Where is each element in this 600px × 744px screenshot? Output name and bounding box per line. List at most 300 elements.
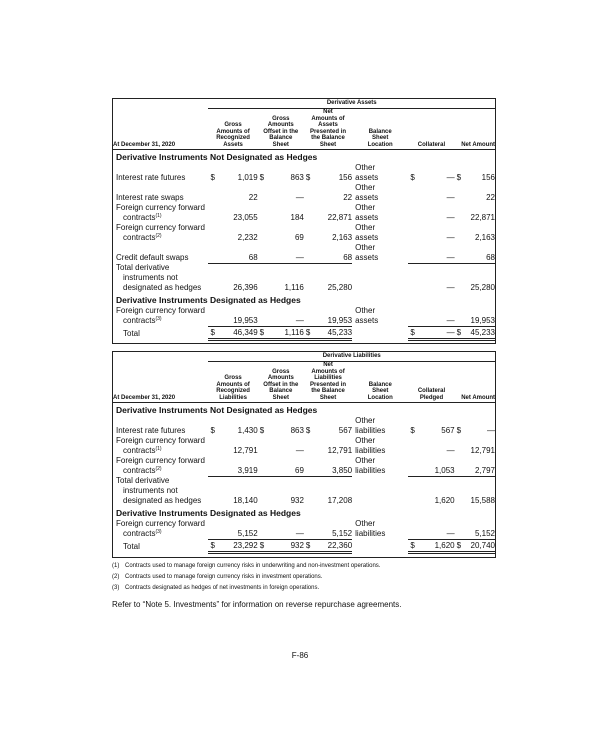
header-line: Gross bbox=[224, 122, 242, 128]
currency-symbol bbox=[258, 519, 266, 539]
net-amount-header bbox=[455, 362, 495, 403]
currency-symbol bbox=[455, 476, 463, 506]
value-cell: 45,233 bbox=[463, 326, 495, 339]
header-line: Recognized bbox=[216, 135, 250, 141]
total-label: Total bbox=[123, 542, 140, 551]
currency-symbol bbox=[455, 223, 463, 243]
currency-symbol bbox=[258, 203, 266, 223]
value-cell: — bbox=[295, 193, 304, 202]
currency-symbol: $ bbox=[259, 426, 265, 435]
header-line: Balance bbox=[269, 388, 293, 394]
table-row bbox=[113, 183, 495, 203]
section-title: Derivative Instruments Designated as Hedges bbox=[116, 508, 301, 518]
header-line: Sheet bbox=[319, 141, 337, 148]
header-line: Liabilities bbox=[314, 375, 342, 381]
currency-symbol: $ bbox=[410, 426, 415, 435]
row-label-line: Foreign currency forward bbox=[116, 306, 205, 315]
location-line: Other bbox=[355, 519, 376, 528]
header-line: Offset in the bbox=[263, 128, 299, 135]
reference-note: Refer to “Note 5. Investments” for information on reverse repurchase agreements. bbox=[112, 600, 402, 609]
currency-symbol: $ bbox=[408, 326, 416, 339]
row-label-line: contracts$^{(3)}$ bbox=[123, 529, 162, 538]
currency-symbol bbox=[455, 183, 463, 203]
row-label-line: Total derivative bbox=[116, 476, 170, 485]
currency-symbol bbox=[208, 183, 216, 203]
value-cell: 932 bbox=[290, 496, 304, 505]
value-cell: 1,430 bbox=[237, 426, 258, 435]
location-cell bbox=[352, 456, 408, 476]
offset-header bbox=[258, 109, 304, 150]
value-cell: — bbox=[295, 446, 304, 455]
collateral-header bbox=[408, 362, 454, 403]
value-cell: 567 bbox=[338, 426, 353, 435]
currency-symbol: $ bbox=[408, 539, 416, 552]
currency-symbol bbox=[455, 519, 463, 539]
value-cell: — bbox=[446, 173, 455, 182]
currency-symbol bbox=[408, 263, 416, 293]
value-cell: 68 bbox=[463, 243, 495, 263]
header-line: Gross bbox=[272, 115, 290, 122]
offset-header bbox=[258, 362, 304, 403]
value-cell: 25,280 bbox=[327, 283, 353, 292]
location-header bbox=[352, 362, 408, 403]
section-title: Derivative Instruments Not Designated as Hedges bbox=[116, 152, 318, 162]
currency-symbol: $ bbox=[208, 326, 216, 339]
footnote-ref: (3) bbox=[155, 529, 162, 535]
value-cell: 46,349 bbox=[216, 326, 257, 339]
table-row bbox=[113, 263, 495, 293]
value-cell: 5,152 bbox=[312, 519, 352, 539]
currency-symbol bbox=[208, 203, 216, 223]
header-line: the Balance bbox=[311, 135, 345, 141]
total-row bbox=[113, 539, 495, 552]
row-label bbox=[113, 456, 208, 476]
value-cell: 68 bbox=[312, 243, 352, 263]
value-cell: 22,871 bbox=[327, 213, 353, 222]
location-line: liabilities bbox=[355, 466, 386, 475]
row-label bbox=[113, 223, 208, 243]
row-label bbox=[113, 243, 208, 263]
gross-header bbox=[208, 109, 257, 150]
value-cell: 19,953 bbox=[312, 306, 352, 326]
location-cell bbox=[352, 306, 408, 326]
row-label bbox=[113, 519, 208, 539]
value-cell: — bbox=[446, 283, 455, 292]
value-cell: 22 bbox=[486, 193, 495, 202]
footnote-ref: (1) bbox=[155, 446, 162, 452]
footnote-2 bbox=[112, 574, 322, 581]
currency-symbol bbox=[408, 223, 416, 243]
row-label-line: contracts$^{(2)}$ bbox=[123, 233, 162, 242]
total-row bbox=[113, 326, 495, 339]
currency-symbol bbox=[304, 223, 312, 243]
value-cell: 22,871 bbox=[470, 213, 495, 222]
currency-symbol bbox=[408, 243, 416, 263]
header-line: Location bbox=[367, 394, 393, 401]
footnote-text: Contracts used to manage foreign currency risks in investment operations. bbox=[125, 574, 323, 580]
header-line: Pledged bbox=[419, 394, 444, 401]
currency-symbol: $ bbox=[455, 539, 463, 552]
footnote-ref: (2) bbox=[155, 466, 162, 472]
value-cell: — bbox=[266, 306, 304, 326]
value-cell: 12,791 bbox=[327, 446, 353, 455]
location-header bbox=[352, 109, 408, 150]
currency-symbol: $ bbox=[456, 426, 462, 435]
value-cell: 45,233 bbox=[312, 326, 352, 339]
row-label-line: contracts$^{(2)}$ bbox=[123, 466, 162, 475]
footnote-ref: (1) bbox=[155, 213, 162, 219]
currency-symbol bbox=[258, 456, 266, 476]
currency-symbol bbox=[304, 456, 312, 476]
net-amount-header bbox=[455, 109, 495, 150]
row-label bbox=[113, 436, 208, 456]
header-line: Balance bbox=[269, 135, 293, 141]
location-cell bbox=[352, 203, 408, 223]
value-cell: 863 bbox=[290, 426, 304, 435]
header-line: Offset in the bbox=[263, 381, 299, 388]
currency-symbol bbox=[208, 223, 216, 243]
currency-symbol: $ bbox=[304, 326, 312, 339]
header-line: Gross bbox=[224, 375, 242, 381]
derivative-assets-table bbox=[112, 98, 496, 344]
location-cell bbox=[352, 243, 408, 263]
location-line: liabilities bbox=[355, 529, 386, 538]
row-label-line: Total derivative bbox=[116, 263, 170, 272]
location-cell bbox=[352, 223, 408, 243]
row-label-line: contracts$^{(3)}$ bbox=[123, 316, 162, 325]
header-line: Collateral bbox=[417, 141, 446, 148]
currency-symbol bbox=[304, 519, 312, 539]
value-cell: 5,152 bbox=[463, 519, 495, 539]
currency-symbol: $ bbox=[210, 173, 215, 182]
value-cell: — bbox=[446, 193, 455, 202]
table-row bbox=[113, 163, 495, 183]
header-line: Location bbox=[367, 141, 393, 148]
footnote-ref: (3) bbox=[155, 316, 162, 322]
footnote-number: (3) bbox=[112, 585, 120, 591]
currency-symbol: $ bbox=[258, 326, 266, 339]
header-line: the Balance bbox=[311, 388, 345, 394]
currency-symbol: $ bbox=[410, 173, 415, 182]
value-cell: 932 bbox=[266, 539, 304, 552]
header-line: Amounts of bbox=[311, 368, 345, 375]
currency-symbol: $ bbox=[208, 539, 216, 552]
header-line: Net bbox=[323, 109, 333, 115]
value-cell: 19,953 bbox=[216, 306, 257, 326]
gross-header bbox=[208, 362, 257, 403]
location-line: liabilities bbox=[355, 426, 386, 435]
value-cell: — bbox=[416, 519, 454, 539]
page-number: F-86 bbox=[291, 651, 309, 660]
table-row bbox=[113, 456, 495, 476]
location-line: Other bbox=[355, 183, 376, 192]
value-cell: 1,116 bbox=[284, 283, 304, 292]
location-line: Other bbox=[355, 223, 376, 232]
currency-symbol bbox=[408, 306, 416, 326]
location-cell bbox=[352, 263, 408, 293]
header-line: Amounts of bbox=[216, 128, 250, 135]
header-line: Presented in bbox=[310, 381, 347, 388]
row-label bbox=[113, 183, 208, 203]
value-cell: 2,163 bbox=[474, 233, 495, 242]
row-label-line: Foreign currency forward bbox=[116, 436, 205, 445]
header-line: Balance bbox=[368, 128, 392, 135]
header-line: Sheet bbox=[319, 394, 337, 401]
value-cell: 863 bbox=[290, 173, 304, 182]
value-cell: 184 bbox=[290, 213, 304, 222]
row-label-line: Foreign currency forward bbox=[116, 203, 205, 212]
value-cell: — bbox=[266, 243, 304, 263]
value-cell: 1,620 bbox=[416, 539, 454, 552]
currency-symbol bbox=[455, 243, 463, 263]
currency-symbol bbox=[304, 183, 312, 203]
currency-symbol bbox=[208, 306, 216, 326]
table-row bbox=[113, 416, 495, 436]
currency-symbol bbox=[408, 519, 416, 539]
currency-symbol bbox=[208, 243, 216, 263]
currency-symbol bbox=[408, 203, 416, 223]
header-line: Liabilities bbox=[219, 394, 247, 401]
table-row bbox=[113, 476, 495, 506]
table-row bbox=[113, 243, 495, 263]
location-cell bbox=[352, 519, 408, 539]
header-line: Recognized bbox=[216, 388, 250, 394]
value-cell: 1,053 bbox=[416, 456, 454, 476]
header-line: Assets bbox=[223, 141, 243, 148]
header-line: Sheet bbox=[272, 394, 289, 401]
value-cell: 2,163 bbox=[332, 233, 353, 242]
currency-symbol bbox=[304, 203, 312, 223]
row-label bbox=[113, 263, 208, 293]
value-cell: 1,620 bbox=[434, 496, 455, 505]
currency-symbol bbox=[408, 436, 416, 456]
value-cell: 1,116 bbox=[266, 326, 304, 339]
value-cell: 156 bbox=[481, 173, 495, 182]
currency-symbol: $ bbox=[210, 426, 215, 435]
currency-symbol bbox=[208, 436, 216, 456]
band-title: Derivative Liabilities bbox=[208, 352, 495, 362]
value-cell: 1,019 bbox=[237, 173, 258, 182]
location-cell bbox=[352, 436, 408, 456]
value-cell: — bbox=[446, 233, 455, 242]
row-label-line: Interest rate futures bbox=[116, 426, 186, 435]
row-label-line: Credit default swaps bbox=[116, 253, 189, 262]
header-line: Net Amount bbox=[461, 141, 495, 148]
location-line: assets bbox=[355, 173, 379, 182]
currency-symbol: $ bbox=[456, 173, 462, 182]
derivative-liabilities-table bbox=[112, 351, 496, 558]
value-cell: — bbox=[416, 306, 454, 326]
location-cell bbox=[352, 183, 408, 203]
footnote-number: (2) bbox=[112, 574, 120, 580]
value-cell: 69 bbox=[266, 456, 304, 476]
currency-symbol: $ bbox=[305, 426, 311, 435]
currency-symbol bbox=[258, 476, 266, 506]
value-cell: — bbox=[266, 519, 304, 539]
location-line: Other bbox=[355, 163, 376, 172]
value-cell: 3,919 bbox=[217, 456, 258, 476]
currency-symbol bbox=[304, 436, 312, 456]
currency-symbol bbox=[208, 263, 216, 293]
header-line: Gross bbox=[272, 368, 290, 375]
row-label-line: Foreign currency forward bbox=[116, 456, 205, 465]
value-cell: 20,740 bbox=[463, 539, 495, 552]
header-line: Collateral bbox=[417, 388, 446, 394]
row-label bbox=[113, 306, 208, 326]
currency-symbol bbox=[258, 243, 266, 263]
value-cell: 2,797 bbox=[463, 456, 495, 476]
row-label bbox=[113, 163, 208, 183]
net-presented-header bbox=[304, 362, 352, 403]
footnote-text: Contracts used to manage foreign currency risks in underwriting and non-investment operations. bbox=[125, 563, 381, 569]
location-line: assets bbox=[355, 253, 379, 262]
currency-symbol bbox=[304, 263, 312, 293]
row-label-line: instruments not bbox=[123, 486, 178, 495]
currency-symbol: $ bbox=[304, 539, 312, 552]
section-title: Derivative Instruments Not Designated as Hedges bbox=[116, 405, 318, 415]
header-line: Amounts bbox=[267, 122, 294, 128]
currency-symbol bbox=[408, 183, 416, 203]
collateral-header bbox=[408, 109, 454, 150]
row-label-line: Interest rate swaps bbox=[116, 193, 184, 202]
date-header: At December 31, 2020 bbox=[113, 109, 208, 150]
currency-symbol bbox=[208, 519, 216, 539]
row-label-line: Interest rate futures bbox=[116, 173, 186, 182]
currency-symbol bbox=[258, 436, 266, 456]
location-cell bbox=[352, 416, 408, 436]
value-cell: 5,152 bbox=[217, 519, 258, 539]
table-row bbox=[113, 519, 495, 539]
row-label-line: contracts$^{(1)}$ bbox=[123, 213, 162, 222]
value-cell: 156 bbox=[338, 173, 353, 182]
location-line: Other bbox=[355, 203, 376, 212]
value-cell: — bbox=[416, 243, 454, 263]
total-label: Total bbox=[123, 329, 140, 338]
band-title: Derivative Assets bbox=[208, 99, 495, 109]
currency-symbol bbox=[408, 476, 416, 506]
header-line: Amounts of bbox=[311, 115, 345, 122]
header-line: Sheet bbox=[372, 388, 389, 394]
footnote-1 bbox=[112, 563, 380, 570]
header-line: Balance bbox=[368, 381, 392, 388]
footnote-ref: (2) bbox=[155, 233, 162, 239]
section-title: Derivative Instruments Designated as Hedges bbox=[116, 295, 301, 305]
value-cell: 69 bbox=[294, 233, 304, 242]
footnote-3 bbox=[112, 585, 319, 592]
value-cell: — bbox=[416, 326, 454, 339]
currency-symbol: $ bbox=[259, 173, 265, 182]
row-label-line: Foreign currency forward bbox=[116, 223, 205, 232]
value-cell: 18,140 bbox=[233, 496, 258, 505]
net-presented-header bbox=[304, 109, 352, 150]
row-label bbox=[113, 476, 208, 506]
location-line: assets bbox=[355, 316, 379, 325]
value-cell: 12,791 bbox=[470, 446, 495, 455]
header-line: Assets bbox=[318, 122, 338, 128]
value-cell: 17,208 bbox=[327, 496, 353, 505]
location-line: Other bbox=[355, 306, 376, 315]
location-line: Other bbox=[355, 436, 376, 445]
location-cell bbox=[352, 163, 408, 183]
row-label-line: instruments not bbox=[123, 273, 178, 282]
footnote-number: (1) bbox=[112, 563, 120, 569]
row-label-line: designated as hedges bbox=[123, 283, 202, 292]
header-line: Net Amount bbox=[461, 394, 495, 401]
currency-symbol bbox=[258, 263, 266, 293]
header-line: Presented in bbox=[309, 128, 346, 135]
location-line: Other bbox=[355, 243, 376, 252]
value-cell: 19,953 bbox=[463, 306, 495, 326]
currency-symbol: $ bbox=[455, 326, 463, 339]
currency-symbol bbox=[258, 223, 266, 243]
value-cell: 22,360 bbox=[312, 539, 352, 552]
location-line: Other bbox=[355, 416, 376, 425]
value-cell: 22 bbox=[248, 193, 258, 202]
currency-symbol bbox=[455, 203, 463, 223]
header-line: Net bbox=[323, 362, 333, 368]
row-label-line: contracts$^{(1)}$ bbox=[123, 446, 162, 455]
currency-symbol bbox=[208, 456, 216, 476]
value-cell: 26,396 bbox=[233, 283, 258, 292]
value-cell: 12,791 bbox=[233, 446, 258, 455]
value-cell: 567 bbox=[441, 426, 455, 435]
header-line: Amounts bbox=[267, 375, 294, 381]
currency-symbol bbox=[208, 476, 216, 506]
date-header: At December 31, 2020 bbox=[113, 362, 208, 403]
value-cell: 25,280 bbox=[470, 283, 495, 292]
footnote-text: Contracts designated as hedges of net investments in foreign operations. bbox=[125, 585, 320, 591]
currency-symbol bbox=[258, 183, 266, 203]
value-cell: 23,055 bbox=[233, 213, 258, 222]
row-label bbox=[113, 416, 208, 436]
value-cell: 68 bbox=[216, 243, 257, 263]
row-label-line: designated as hedges bbox=[123, 496, 202, 505]
value-cell: 15,588 bbox=[470, 496, 495, 505]
currency-symbol: $ bbox=[305, 173, 311, 182]
location-line: assets bbox=[355, 213, 379, 222]
currency-symbol: $ bbox=[258, 539, 266, 552]
location-line: liabilities bbox=[355, 446, 386, 455]
value-cell: 2,232 bbox=[237, 233, 258, 242]
currency-symbol bbox=[455, 436, 463, 456]
value-cell: — bbox=[446, 446, 455, 455]
currency-symbol bbox=[258, 306, 266, 326]
currency-symbol bbox=[455, 263, 463, 293]
location-line: assets bbox=[355, 233, 379, 242]
currency-symbol bbox=[408, 456, 416, 476]
table-row bbox=[113, 223, 495, 243]
row-label bbox=[113, 203, 208, 223]
currency-symbol bbox=[304, 476, 312, 506]
header-line: Sheet bbox=[272, 141, 289, 148]
currency-symbol bbox=[455, 306, 463, 326]
row-label-line: Foreign currency forward bbox=[116, 519, 205, 528]
currency-symbol bbox=[455, 456, 463, 476]
location-line: Other bbox=[355, 456, 376, 465]
location-line: assets bbox=[355, 193, 379, 202]
table-row bbox=[113, 203, 495, 223]
value-cell: 3,850 bbox=[312, 456, 352, 476]
currency-symbol bbox=[304, 243, 312, 263]
value-cell: — bbox=[446, 213, 455, 222]
table-row bbox=[113, 306, 495, 326]
header-line: Sheet bbox=[372, 135, 389, 141]
currency-symbol bbox=[304, 306, 312, 326]
value-cell: 22 bbox=[343, 193, 353, 202]
value-cell: — bbox=[487, 426, 495, 435]
table-row bbox=[113, 436, 495, 456]
value-cell: 23,292 bbox=[217, 539, 258, 552]
